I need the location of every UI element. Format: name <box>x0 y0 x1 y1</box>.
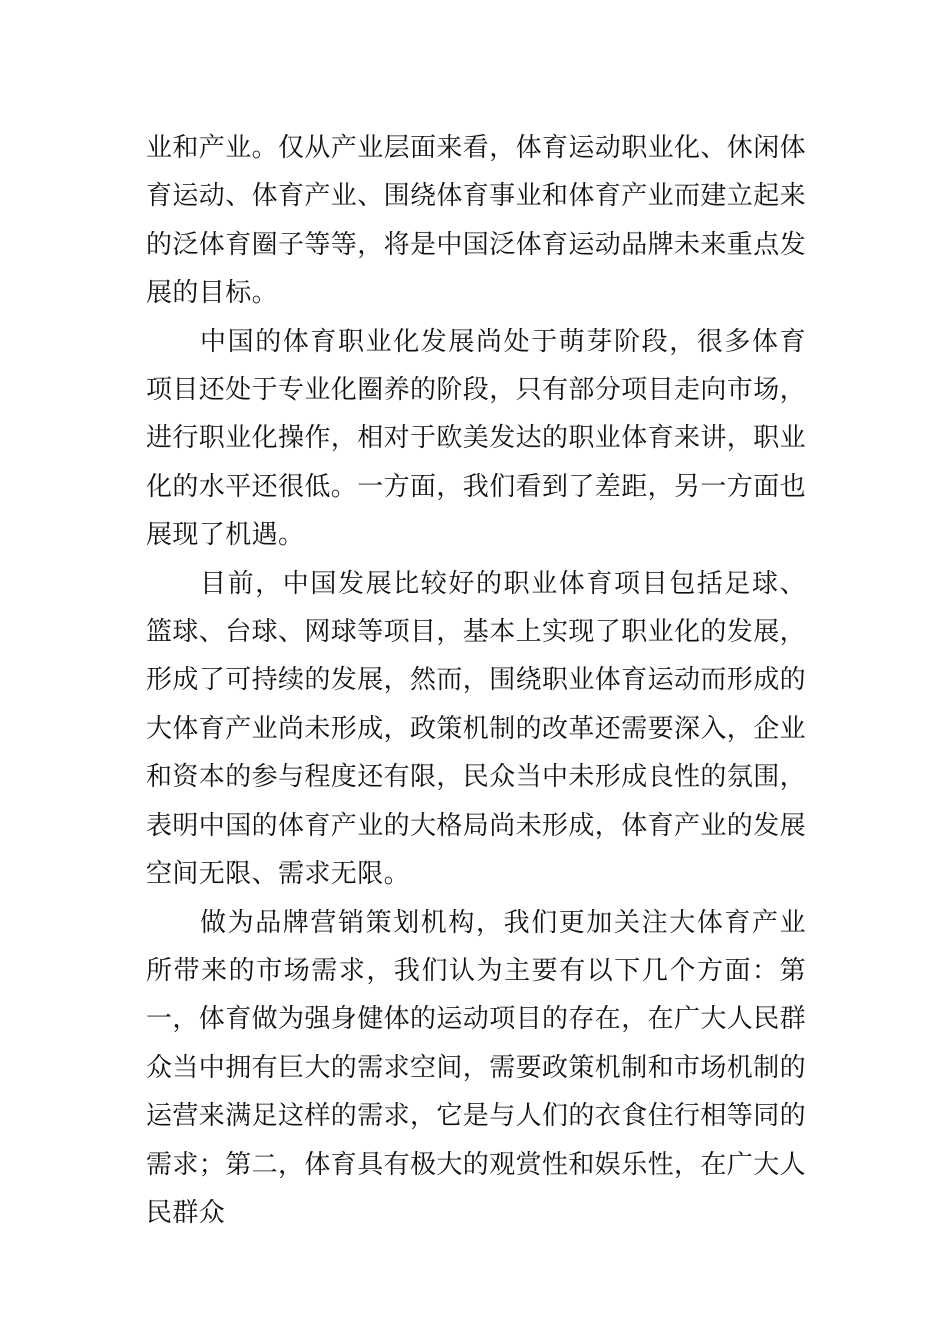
body-text <box>146 124 806 1237</box>
paragraph-1: 业和产业。仅从产业层面来看，体育运动职业化、休闲体育运动、体育产业、围绕体育事业和体育产业而建立起来的泛体育圈子等等，将是中国泛体育运动品牌未来重点发展的目标。 <box>146 133 807 309</box>
paragraph-2: 中国的体育职业化发展尚处于萌芽阶段，很多体育项目还处于专业化圈养的阶段，只有部分项目走向市场，进行职业化操作，相对于欧美发达的职业体育来讲，职业化的水平还很低。一方面，我们看到了差距，另一方面也展现了机遇。 <box>146 326 807 551</box>
paragraph-4: 做为品牌营销策划机构，我们更加关注大体育产业所带来的市场需求，我们认为主要有以下几个方面：第一，体育做为强身健体的运动项目的存在，在广大人民群众当中拥有巨大的需求空间，需要政策机制和市场机制的运营来满足这样的需求，它是与人们的衣食住行相等同的需求；第二，体育具有极大的观赏性和娱乐性，在广大人民群众 <box>146 907 807 1228</box>
paragraph-3: 目前，中国发展比较好的职业体育项目包括足球、篮球、台球、网球等项目，基本上实现了职业化的发展，形成了可持续的发展，然而，围绕职业体育运动而形成的大体育产业尚未形成，政策机制的改革还需要深入，企业和资本的参与程度还有限，民众当中未形成良性的氛围，表明中国的体育产业的大格局尚未形成，体育产业的发展空间无限、需求无限。 <box>146 568 807 890</box>
